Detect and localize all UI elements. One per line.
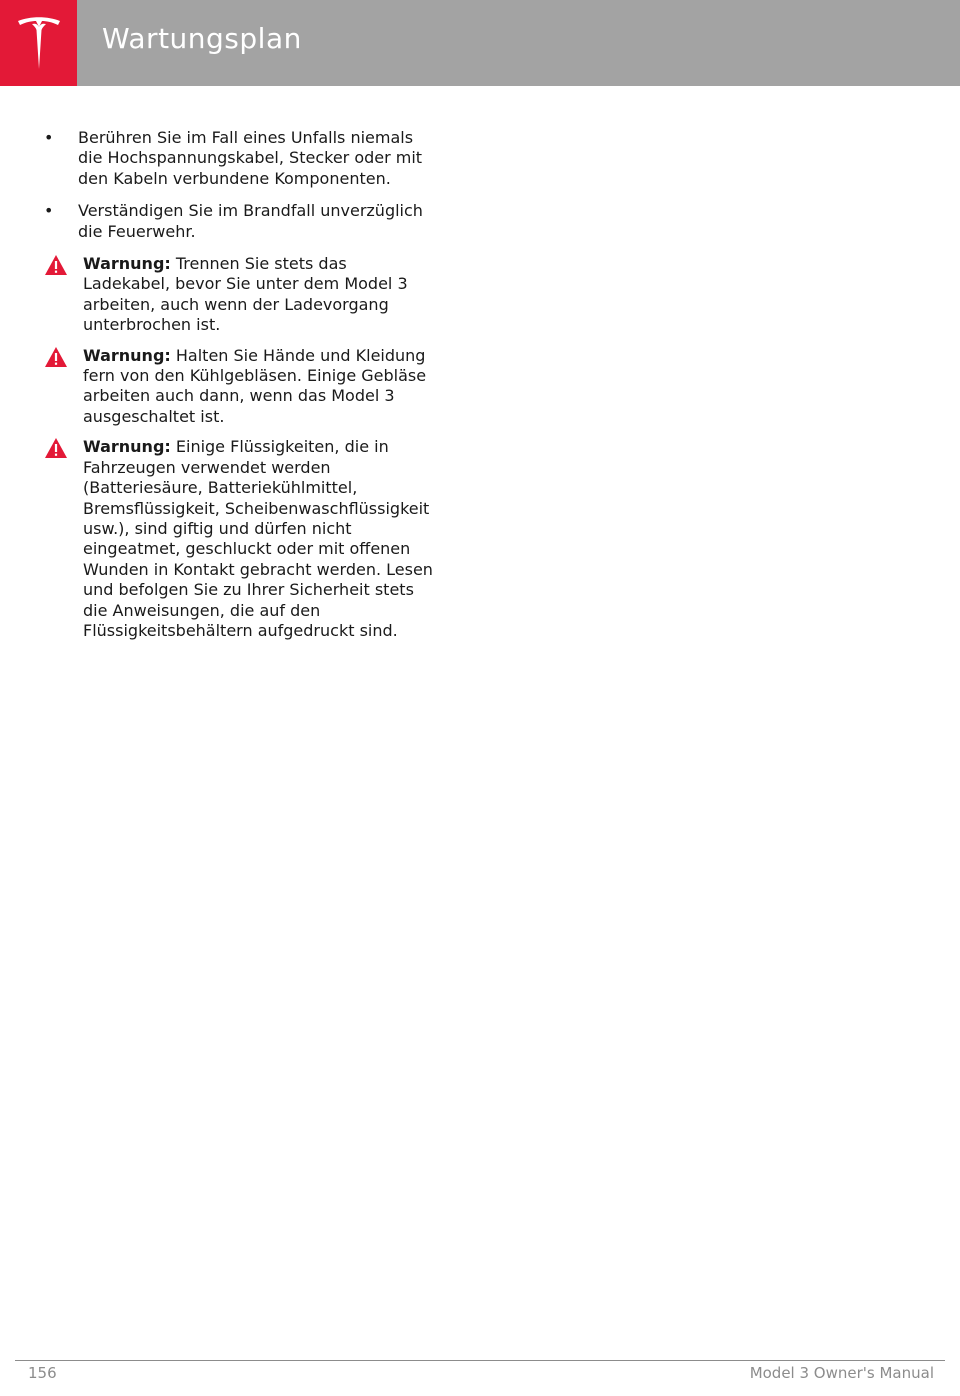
warning-block bbox=[44, 254, 436, 336]
warning-text: Einige Flüssigkeiten, die in Fahrzeugen verwendet werden (Batteriesäure, Batteriekühlmittel, Bremsflüssigkeit, Scheibenwaschflüssigkeit usw.), sind giftig und dürfen nicht eingeatmet, geschluckt oder mit offenen Wunden in Kontakt gebracht werden. Lesen und befolgen Sie zu Ihrer Sicherheit stets die Anweisungen, die auf den Flüssigkeitsbehältern aufgedruckt sind. bbox=[83, 437, 433, 640]
warning-text: Halten Sie Hände und Kleidung fern von den Kühlgebläsen. Einige Gebläse arbeiten auch dann, wenn das Model 3 ausgeschaltet ist. bbox=[83, 345, 427, 426]
page-title: Wartungsplan bbox=[102, 22, 302, 55]
bullet-icon: • bbox=[44, 201, 54, 221]
page-header bbox=[0, 0, 960, 86]
warning-label: Warnung: bbox=[83, 345, 171, 365]
warning-label: Warnung: bbox=[83, 254, 171, 274]
warning-label: Warnung: bbox=[83, 437, 171, 457]
content-column bbox=[44, 128, 436, 651]
list-item bbox=[44, 201, 436, 242]
warning-triangle-icon bbox=[44, 437, 68, 459]
warning-triangle-icon bbox=[44, 254, 68, 276]
warning-text: Trennen Sie stets das Ladekabel, bevor Sie unter dem Model 3 arbeiten, auch wenn der Ladevorgang unterbrochen ist. bbox=[83, 254, 408, 335]
page-number: 156 bbox=[28, 1364, 57, 1382]
manual-name: Model 3 Owner's Manual bbox=[749, 1364, 934, 1382]
warning-block bbox=[44, 346, 436, 428]
footer-divider bbox=[15, 1360, 945, 1361]
bullet-text: Verständigen Sie im Brandfall unverzüglich die Feuerwehr. bbox=[78, 201, 423, 241]
warning-triangle-icon bbox=[44, 346, 68, 368]
list-item bbox=[44, 128, 436, 189]
bullet-text: Berühren Sie im Fall eines Unfalls niemals die Hochspannungskabel, Stecker oder mit den Kabeln verbundene Komponenten. bbox=[78, 128, 423, 188]
bullet-icon: • bbox=[44, 128, 54, 147]
tesla-logo-icon bbox=[0, 0, 77, 86]
warning-block bbox=[44, 437, 436, 641]
